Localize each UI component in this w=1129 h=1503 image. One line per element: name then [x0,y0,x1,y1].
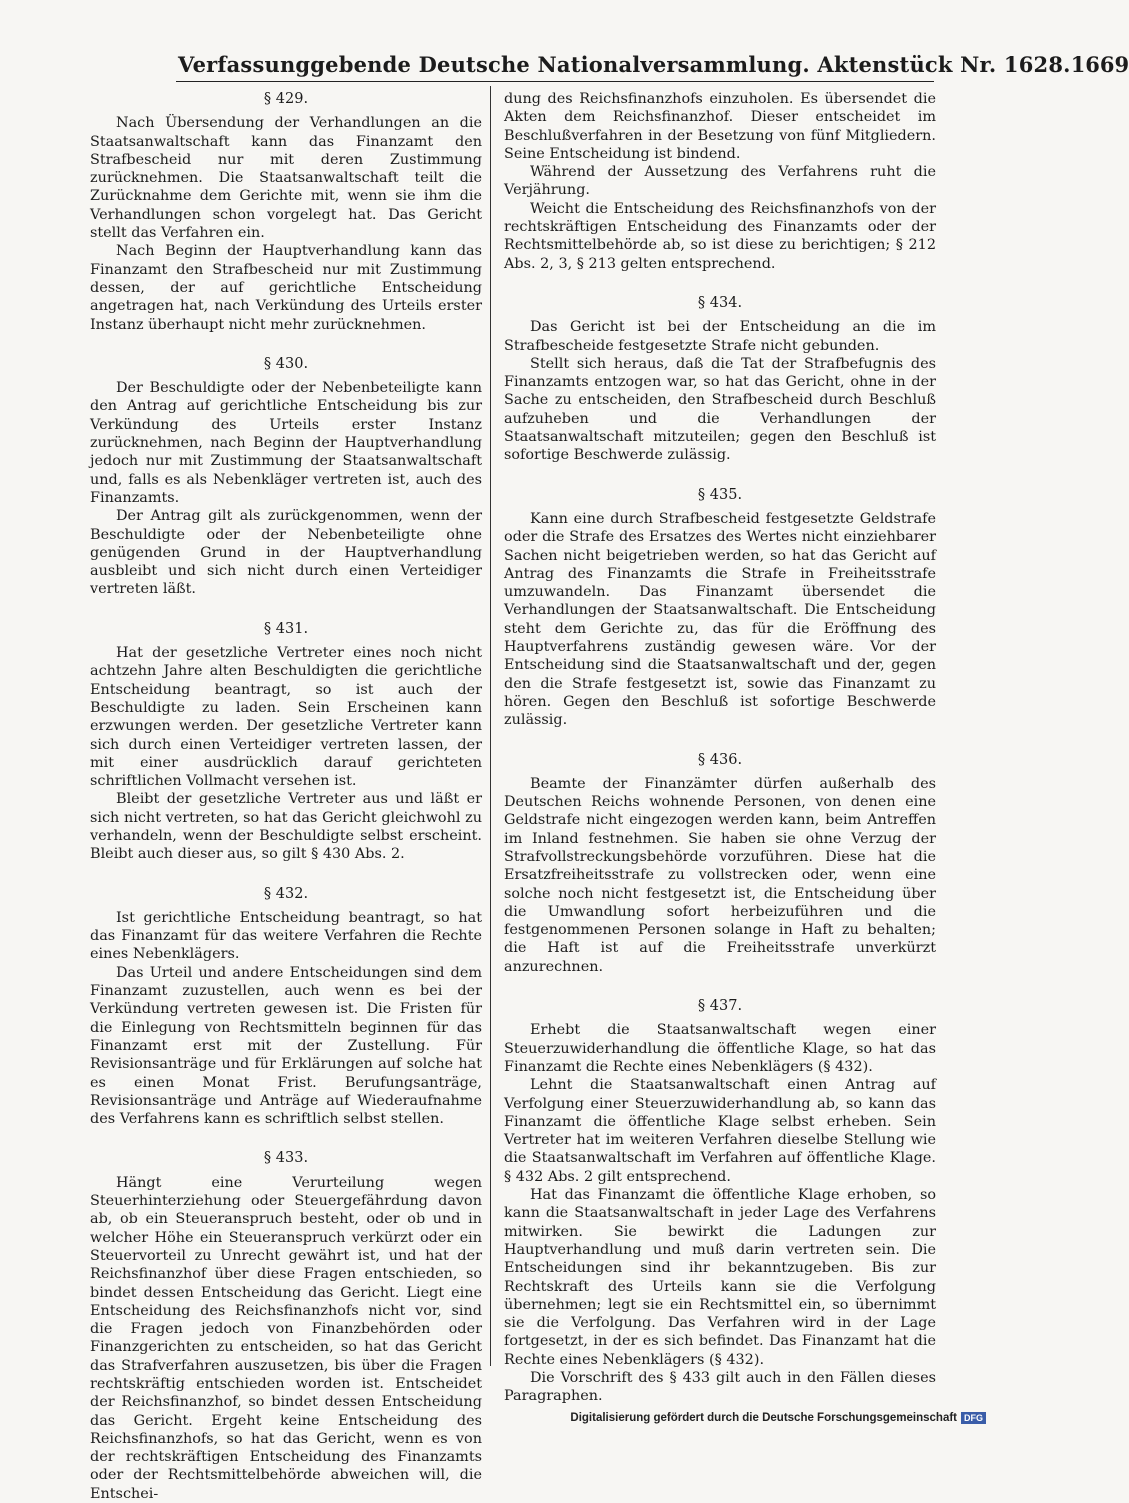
dfg-logo: DFG [961,1412,986,1424]
paragraph: Erhebt die Staatsanwaltschaft wegen einer Steuerzuwiderhandlung die öffentliche Klage, so hat das Finanzamt die Rechte eines Nebenklägers (§ 432). [504,1022,936,1075]
page-header [178,52,1129,82]
paragraph: Der Beschuldigte oder der Nebenbeteiligte kann den Antrag auf gerichtliche Entscheidung bis zur Verkündung des Urteils erster Instanz zurücknehmen, nach Beginn der Hauptverhandlung jedoch nur mit Zustimmung der Staatsanwaltschaft und, falls es als Nebenkläger vertreten ist, auch des Finanzamts. [90,380,482,506]
section-heading: § 430. [263,355,309,372]
paragraph: Das Urteil und andere Entscheidungen sind dem Finanzamt zuzustellen, auch wenn es bei der Verkündung vertreten gewesen ist. Die Fristen für die Einlegung von Rechtsmitteln beginnen für das Finanzamt erst mit der Zustellung. Für Revisionsanträge und für Erklärungen auf solche hat es einen Monat Frist. Berufungsanträge, Revisionsanträge und Anträge auf Wiederaufnahme des Verfahrens kann es schriftlich selbst stellen. [90,964,482,1128]
section-heading: § 435. [697,486,743,503]
paragraph: Lehnt die Staatsanwaltschaft einen Antrag auf Verfolgung einer Steuerzuwiderhandlung ab, so kann das Finanzamt die öffentliche Klage selbst erheben. Sein Vertreter hat im weiteren Verfahren dieselbe Stellung wie die Staatsanwaltschaft im Verfahren auf öffentliche Klage. § 432 Abs. 2 gilt entsprechend. [504,1077,936,1185]
section-heading: § 437. [697,998,743,1015]
header-rule [176,81,934,82]
section-heading: § 432. [263,885,309,902]
paragraph: dung des Reichsfinanzhofs einzuholen. Es übersendet die Akten dem Reichsfinanzhof. Dieser entscheidet im Beschlußverfahren in der Besetzung von fünf Mitgliedern. Seine Entscheidung ist bindend. [504,91,936,162]
footer-credit [570,1412,986,1424]
running-title: Verfassunggebende Deutsche Nationalversammlung. Aktenstück Nr. 1628. [178,52,1071,77]
section-heading: § 433. [263,1150,309,1167]
paragraph: Beamte der Finanzämter dürfen außerhalb des Deutschen Reichs wohnende Personen, von denen eine Geldstrafe nicht eingezogen werden kann, beim Antreffen im Inland festnehmen. Sie haben sie ohne Verzug der Strafvollstreckungsbehörde vorzuführen. Diese hat die Ersatzfreiheitsstrafe zu vollstrecken oder, wenn eine solche noch nicht festgesetzt ist, die Entscheidung über die Umwandlung sofort herbeizuführen und die festgenommenen Personen solange in Haft zu behalten; die Haft ist auf die Freiheitsstrafe unverkürzt anzurechnen. [504,775,936,975]
paragraph: Das Gericht ist bei der Entscheidung an die im Strafbescheide festgesetzte Strafe nicht gebunden. [504,319,936,354]
paragraph: Nach Übersendung der Verhandlungen an die Staatsanwaltschaft kann das Finanzamt den Strafbescheid nur mit deren Zustimmung zurücknehmen. Die Staatsanwaltschaft teilt die Zurücknahme dem Gerichte mit, wenn sie ihm die Verhandlungen schon vorgelegt hat. Das Gericht stellt das Verfahren ein. [90,115,482,242]
section-heading: § 434. [697,294,743,311]
section-gap [90,1128,482,1145]
paragraph: Während der Aussetzung des Verfahrens ruht die Verjährung. [504,164,936,199]
paragraph: Weicht die Entscheidung des Reichsfinanzhofs von der rechtskräftigen Entscheidung des Finanzamts oder der Rechtsmittelbehörde ab, so ist diese zu berichtigen; § 212 Abs. 2, 3, § 213 gelten entsprechend. [504,200,936,272]
footer-text: Digitalisierung gefördert durch die Deutsche Forschungsgemeinschaft [570,1412,957,1424]
section-gap [90,334,482,351]
paragraph: Der Antrag gilt als zurückgenommen, wenn der Beschuldigte oder der Nebenbeteiligte ohne genügenden Grund in der Hauptverhandlung ausbleibt und sich nicht durch einen Verteidiger vertreten läßt. [90,508,482,598]
section-gap [504,730,936,747]
paragraph: Kann eine durch Strafbescheid festgesetzte Geldstrafe oder die Strafe des Ersatzes des Wertes nicht einziehbarer Sachen nicht beigetrieben werden, so hat das Gericht auf Antrag des Finanzamts die Strafe in Freiheitsstrafe umzuwandeln. Das Finanzamt übersendet die Verhandlungen der Staatsanwaltschaft. Die Entscheidung steht dem Gerichte zu, das für die Eröffnung des Hauptverfahrens zuständig gewesen wäre. Vor der Entscheidung sind die Staatsanwaltschaft und der, gegen den die Strafe festgesetzt ist, sowie das Finanzamt zu hören. Gegen den Beschluß ist sofortige Beschwerde zulässig. [504,510,936,729]
paragraph: Bleibt der gesetzliche Vertreter aus und läßt er sich nicht vertreten, so hat das Gericht gleichwohl zu verhandeln, wenn der Beschuldigte selbst erscheint. Bleibt auch dieser aus, so gilt § 430 Abs. 2. [90,791,482,863]
paragraph: Stellt sich heraus, daß die Tat der Strafbefugnis des Finanzamts entzogen war, so hat das Gericht, ohne in der Sache zu entscheiden, den Strafbescheid durch Beschluß aufzuheben und die Verhandlungen der Staatsanwaltschaft mitzuteilen; gegen den Beschluß ist sofortige Beschwerde zulässig. [504,355,936,464]
section-gap [504,465,936,482]
paragraph: Die Vorschrift des § 433 gilt auch in den Fällen dieses Paragraphen. [504,1370,936,1405]
paragraph: Hat der gesetzliche Vertreter eines noch nicht achtzehn Jahre alten Beschuldigten die gerichtliche Entscheidung beantragt, so ist auch der Beschuldigte zu laden. Sein Erscheinen kann erzwungen werden. Der gesetzliche Vertreter kann sich durch einen Verteidiger vertreten lassen, der mit einer ausdrücklich darauf gerichteten schriftlichen Vollmacht versehen ist. [90,645,482,790]
section-heading: § 429. [263,91,309,107]
section-gap [504,273,936,290]
paragraph: Ist gerichtliche Entscheidung beantragt, so hat das Finanzamt für das weitere Verfahren die Rechte eines Nebenklägers. [90,909,482,963]
left-column [90,90,482,1503]
section-gap [90,599,482,616]
section-gap [90,864,482,881]
section-gap [504,976,936,993]
paragraph: Hängt eine Verurteilung wegen Steuerhinterziehung oder Steuergefährdung davon ab, ob ein Steueranspruch besteht, oder ob und in welcher Höhe ein Steueranspruch verkürzt oder ein Steuervorteil zu Unrecht gewährt ist, und hat der Reichsfinanzhof über diese Fragen entschieden, so bindet dessen Entscheidung das Gericht. Liegt eine Entscheidung des Reichsfinanzhofs nicht vor, sind die Fragen jedoch von Finanzbehörden oder Finanzgerichten zu entscheiden, so hat das Gericht das Strafverfahren auszusetzen, bis über die Fragen rechtskräftig entschieden worden ist. Entscheidet der Reichsfinanzhof, so bindet dessen Entscheidung das Gericht. Ergeht keine Entscheidung des Reichsfinanzhofs, so hat das Gericht, wenn es von der rechtskräftigen Entscheidung des Finanzamts oder der Rechtsmittelbehörde abweichen will, die Entschei- [90,1174,482,1502]
section-heading: § 436. [697,751,743,768]
section-heading: § 431. [263,620,309,637]
paragraph: Nach Beginn der Hauptverhandlung kann das Finanzamt den Strafbescheid nur mit Zustimmung dessen, der auf gerichtliche Entscheidung angetragen hat, nach Verkündung des Urteils erster Instanz überhaupt nicht mehr zurücknehmen. [90,243,482,333]
right-column [504,90,936,1406]
paragraph: Hat das Finanzamt die öffentliche Klage erhoben, so kann die Staatsanwaltschaft in jeder Lage des Verfahrens mitwirken. Sie bewirkt die Ladungen zur Hauptverhandlung und muß darin vertreten sein. Die Entscheidungen sind ihr bekanntzugeben. Bis zur Rechtskraft des Urteils kann sie die Verfolgung übernehmen; legt sie ein Rechtsmittel ein, so übernimmt sie die Verfolgung. Das Verfahren wird in der Lage fortgesetzt, in der es sich befindet. Das Finanzamt hat die Rechte eines Nebenklägers (§ 432). [504,1187,936,1368]
page-number: 1669 [1070,52,1129,77]
column-divider [490,86,491,1366]
